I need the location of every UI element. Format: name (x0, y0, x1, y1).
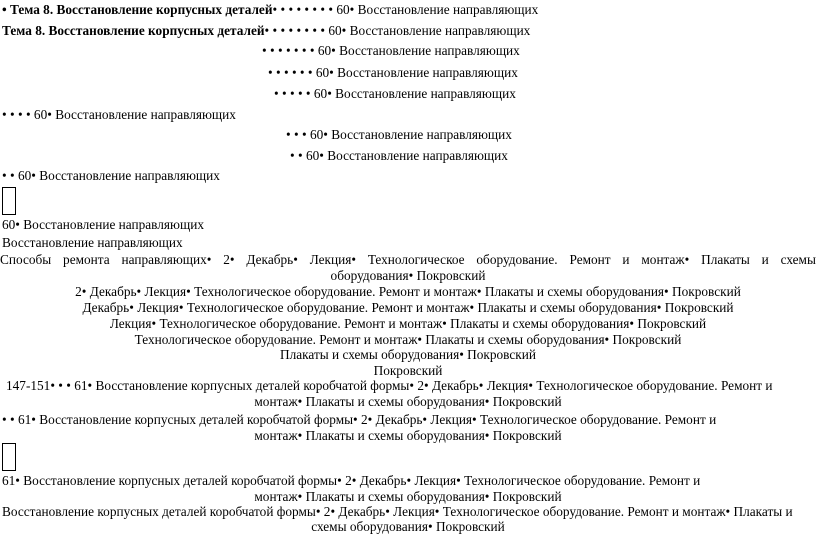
sposoby-line-cont: оборудования• Покровский (330, 268, 486, 283)
section61-line-1: 147-151• • • 61• Восстановление корпусных деталей коробчатой формы• 2• Декабрь• Лекция• Технологическое оборудование. Ремонт и (6, 378, 773, 393)
doc-line-10: 60• Восстановление направляющих (2, 217, 204, 232)
sposoby-line (0, 252, 816, 268)
centered-line-3: Лекция• Технологическое оборудование. Ремонт и монтаж• Плакаты и схемы оборудования• Покровский (109, 316, 707, 331)
sposoby-word: направляющих• (121, 252, 212, 267)
sposoby-word: Декабрь• (246, 252, 298, 267)
sposoby-word: Плакаты (701, 252, 750, 267)
section61-line-2: монтаж• Плакаты и схемы оборудования• Покровский (254, 394, 562, 409)
sposoby-word: и (761, 252, 769, 267)
topic-title: • Тема 8. Восстановление корпусных деталей (2, 2, 273, 17)
centered-line-1: 2• Декабрь• Лекция• Технологическое оборудование. Ремонт и монтаж• Плакаты и схемы оборудования• Покровский (75, 284, 741, 299)
centered-line-2: Декабрь• Лекция• Технологическое оборудование. Ремонт и монтаж• Плакаты и схемы оборудования• Покровский (82, 300, 734, 315)
section61-line-7: Восстановление корпусных деталей коробчатой формы• 2• Декабрь• Лекция• Технологическое оборудование. Ремонт и монтаж• Плакаты и (2, 504, 793, 519)
section61-line-5: 61• Восстановление корпусных деталей коробчатой формы• 2• Декабрь• Лекция• Технологическое оборудование. Ремонт и (2, 473, 701, 488)
line-text: • • • • • • • • 60• Восстановление направляющих (272, 2, 539, 17)
sposoby-word: монтаж• (641, 252, 690, 267)
doc-line-2 (2, 23, 530, 39)
doc-line-4: • • • • • • 60• Восстановление направляющих (268, 65, 518, 80)
sposoby-word: Способы (0, 252, 52, 267)
centered-line-5: Плакаты и схемы оборудования• Покровский (280, 347, 536, 362)
sposoby-word: и (622, 252, 630, 267)
line-text: • • • • • • • • 60• Восстановление направляющих (264, 23, 531, 38)
topic-title: Тема 8. Восстановление корпусных деталей (2, 23, 265, 38)
empty-cell-box (2, 187, 16, 215)
section61-line-8: схемы оборудования• Покровский (311, 519, 505, 534)
doc-line-1 (2, 2, 538, 18)
doc-line-6: • • • • 60• Восстановление направляющих (2, 107, 236, 122)
sposoby-word: схемы (780, 252, 816, 267)
sposoby-word: Лекция• (309, 252, 356, 267)
sposoby-word: Технологическое (367, 252, 465, 267)
sposoby-word: оборудование. (476, 252, 558, 267)
doc-line-5: • • • • • 60• Восстановление направляющих (274, 86, 516, 101)
doc-line-7: • • • 60• Восстановление направляющих (286, 127, 512, 142)
centered-line-6: Покровский (373, 363, 443, 378)
sposoby-word: ремонта (63, 252, 110, 267)
centered-line-4: Технологическое оборудование. Ремонт и монтаж• Плакаты и схемы оборудования• Покровский (134, 332, 682, 347)
section61-line-4: монтаж• Плакаты и схемы оборудования• Покровский (254, 428, 562, 443)
section61-line-3: • • 61• Восстановление корпусных деталей коробчатой формы• 2• Декабрь• Лекция• Технологическое оборудование. Ремонт и (2, 412, 717, 427)
empty-cell-box (2, 443, 16, 471)
doc-line-11: Восстановление направляющих (2, 235, 183, 250)
section61-line-6: монтаж• Плакаты и схемы оборудования• Покровский (254, 489, 562, 504)
doc-line-9: • • 60• Восстановление направляющих (2, 168, 220, 183)
sposoby-word: Ремонт (569, 252, 611, 267)
doc-line-3: • • • • • • • 60• Восстановление направляющих (262, 43, 520, 58)
doc-line-8: • • 60• Восстановление направляющих (290, 148, 508, 163)
sposoby-word: 2• (223, 252, 235, 267)
